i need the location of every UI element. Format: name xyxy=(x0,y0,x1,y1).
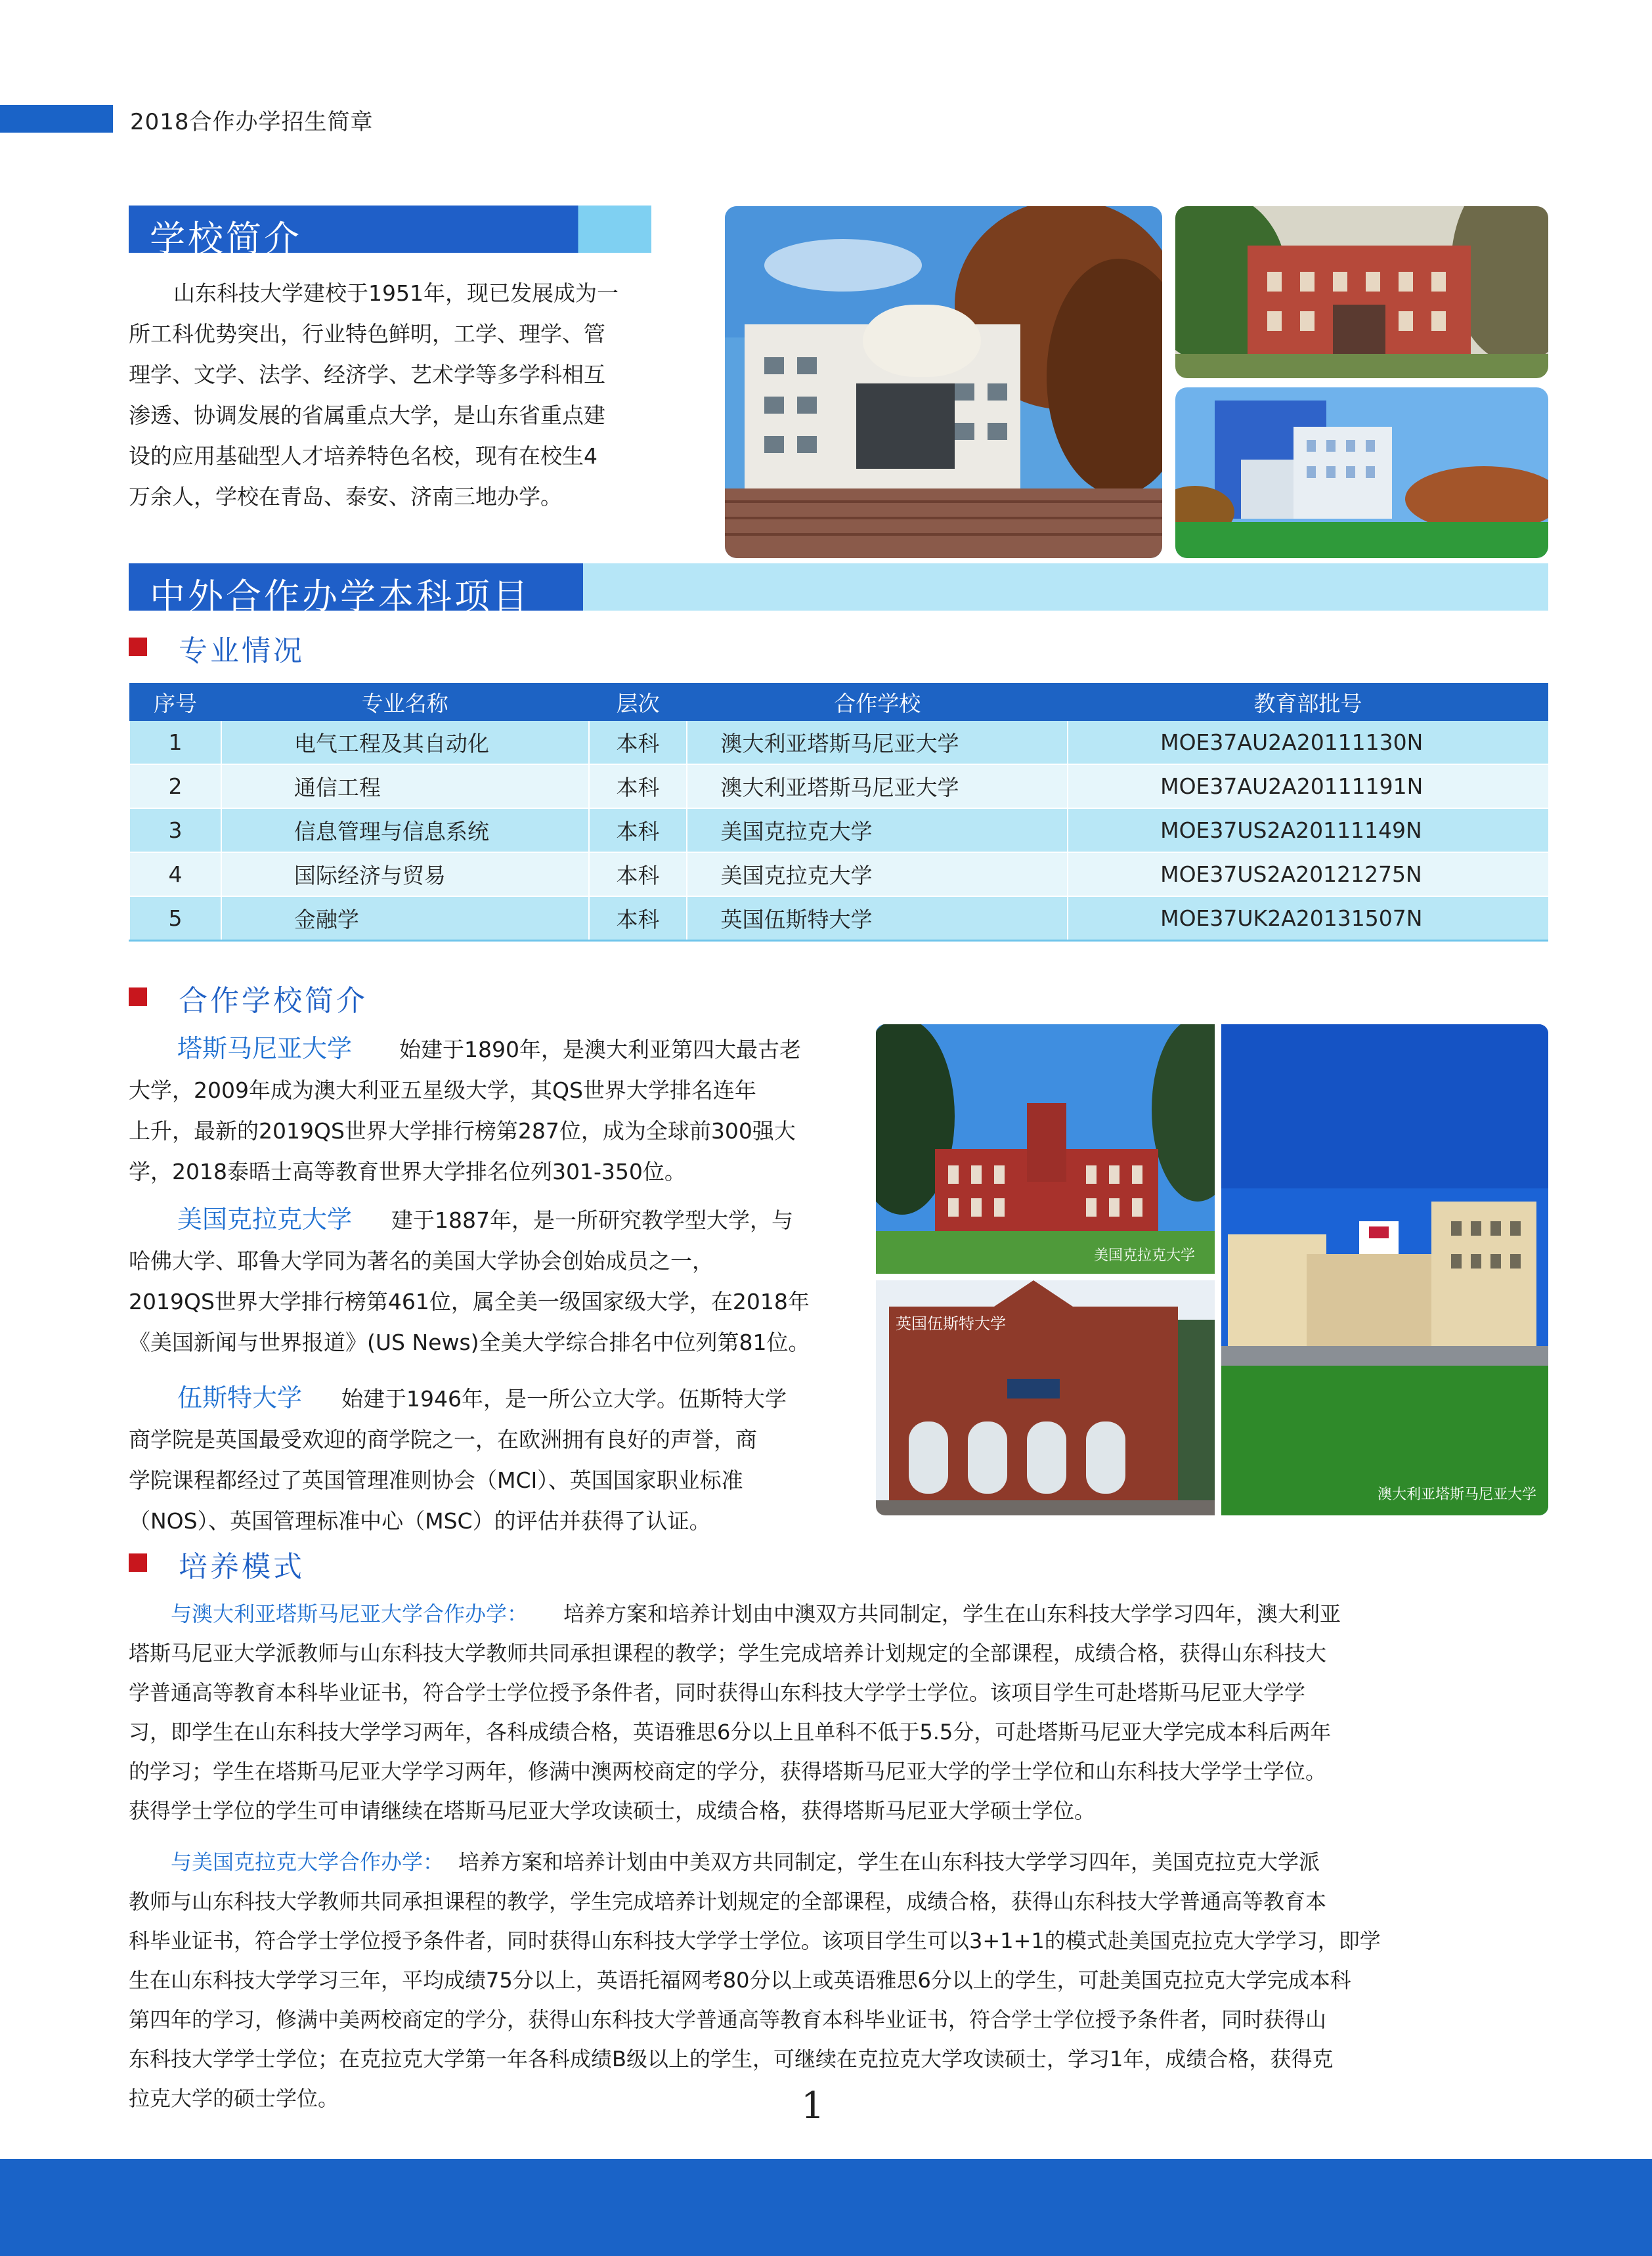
table-header: 教育部批号 xyxy=(1068,683,1548,721)
table-cell: 5 xyxy=(129,896,221,941)
training-text: 培养方案和培养计划由中澳双方共同制定，学生在山东科技大学学习四年，澳大利亚 xyxy=(563,1601,1341,1626)
intro-line: 理学、文学、法学、经济学、艺术学等多学科相互 xyxy=(129,362,605,387)
training-line: 拉克大学的硕士学位。 xyxy=(129,2086,339,2111)
training-line: 生在山东科技大学学习三年，平均成绩75分以上，英语托福网考80分以上或英语雅思6分以上的学生，可赴美国克拉克大学完成本科 xyxy=(129,1968,1351,1993)
campus-photo-main-building xyxy=(725,206,1162,558)
partner-photo-worcester xyxy=(876,1280,1215,1515)
partner-name: 美国克拉克大学 xyxy=(177,1205,353,1234)
table-row xyxy=(129,764,1548,808)
partner-line: 上升，最新的2019QS世界大学排行榜第287位，成为全球前300强大 xyxy=(129,1118,796,1144)
intro-paragraph xyxy=(129,273,667,517)
training-line: 学普通高等教育本科毕业证书，符合学士学位授予条件者，同时获得山东科技大学学士学位。该项目学生可赴塔斯马尼亚大学学 xyxy=(129,1680,1306,1705)
training-line: 塔斯马尼亚大学派教师与山东科技大学教师共同承担课程的教学；学生完成培养计划规定的全部课程，成绩合格，获得山东科技大 xyxy=(129,1641,1327,1666)
partner-line: 学院课程都经过了英国管理准则协会（MCI）、英国国家职业标准 xyxy=(129,1467,743,1493)
table-header-row xyxy=(129,683,1548,721)
partner-line: （NOS）、英国管理标准中心（MSC）的评估并获得了认证。 xyxy=(129,1508,711,1534)
table-cell: 1 xyxy=(129,721,221,764)
intro-line: 设的应用基础型人才培养特色名校，现有在校生4 xyxy=(129,443,598,469)
majors-heading: 专业情况 xyxy=(179,634,305,668)
table-row xyxy=(129,808,1548,852)
table-row xyxy=(129,896,1548,941)
training-text: 培养方案和培养计划由中美双方共同制定，学生在山东科技大学学习四年，美国克拉克大学派 xyxy=(458,1850,1320,1875)
header-accent-bar xyxy=(0,105,113,133)
majors-table xyxy=(129,683,1548,942)
training-aus-paragraph xyxy=(129,1594,1554,1831)
intro-line: 万余人，学校在青岛、泰安、济南三地办学。 xyxy=(129,484,562,510)
partner-photo-clark xyxy=(876,1024,1215,1274)
bullet-square-icon xyxy=(129,1553,147,1572)
partner-photo-tasmania xyxy=(1221,1024,1548,1515)
partner-tasmania-paragraph xyxy=(129,1028,858,1192)
table-cell: 信息管理与信息系统 xyxy=(221,808,589,852)
partner-worcester-paragraph xyxy=(129,1377,858,1542)
table-cell: 本科 xyxy=(589,721,687,764)
intro-line: 渗透、协调发展的省属重点大学，是山东省重点建 xyxy=(129,402,605,428)
training-lead: 与美国克拉克大学合作办学： xyxy=(171,1850,445,1875)
table-cell: 澳大利亚塔斯马尼亚大学 xyxy=(687,721,1068,764)
table-cell: 金融学 xyxy=(221,896,589,941)
partner-text: 建于1887年，是一所研究教学型大学，与 xyxy=(391,1207,793,1233)
table-cell: 电气工程及其自动化 xyxy=(221,721,589,764)
table-cell: 美国克拉克大学 xyxy=(687,808,1068,852)
training-line: 习，即学生在山东科技大学学习两年，各科成绩合格，英语雅思6分以上且单科不低于5.5分，可赴塔斯马尼亚大学完成本科后两年 xyxy=(129,1720,1332,1745)
table-cell: 本科 xyxy=(589,896,687,941)
partner-line: 商学院是英国最受欢迎的商学院之一，在欧洲拥有良好的声誉，商 xyxy=(129,1427,757,1452)
training-line: 东科技大学学士学位；在克拉克大学第一年各科成绩B级以上的学生，可继续在克拉克大学攻读硕士，学习1年，成绩合格，获得克 xyxy=(129,2047,1334,2072)
partners-heading: 合作学校简介 xyxy=(179,984,368,1018)
bullet-square-icon xyxy=(129,638,147,656)
table-row xyxy=(129,852,1548,896)
table-header: 层次 xyxy=(589,683,687,721)
table-header: 专业名称 xyxy=(221,683,589,721)
training-line: 教师与山东科技大学教师共同承担课程的教学，学生完成培养计划规定的全部课程，成绩合格，获得山东科技大学普通高等教育本 xyxy=(129,1889,1327,1914)
training-line: 科毕业证书，符合学士学位授予条件者，同时获得山东科技大学学士学位。该项目学生可以3+1+1的模式赴美国克拉克大学学习，即学 xyxy=(129,1928,1381,1953)
partner-line: 2019QS世界大学排行榜第461位，属全美一级国家级大学，在2018年 xyxy=(129,1289,810,1314)
intro-line: 所工科优势突出，行业特色鲜明，工学、理学、管 xyxy=(129,321,605,347)
intro-title: 学校简介 xyxy=(150,218,302,259)
section-banner-program xyxy=(129,563,1548,617)
section-banner-intro xyxy=(129,206,651,259)
partner-text: 始建于1890年，是澳大利亚第四大最古老 xyxy=(399,1037,801,1062)
table-cell: 本科 xyxy=(589,808,687,852)
partner-name: 塔斯马尼亚大学 xyxy=(177,1034,353,1063)
partner-line: 《美国新闻与世界报道》(US News)全美大学综合排名中位列第81位。 xyxy=(129,1330,810,1355)
partner-text: 始建于1946年，是一所公立大学。伍斯特大学 xyxy=(341,1386,787,1412)
table-cell: 4 xyxy=(129,852,221,896)
table-header: 合作学校 xyxy=(687,683,1068,721)
training-heading: 培养模式 xyxy=(179,1550,305,1584)
training-us-paragraph xyxy=(129,1842,1554,2118)
table-cell: 国际经济与贸易 xyxy=(221,852,589,896)
partner-line: 哈佛大学、耶鲁大学同为著名的美国大学协会创始成员之一， xyxy=(129,1248,714,1274)
intro-line: 山东科技大学建校于1951年，现已发展成为一 xyxy=(173,280,619,306)
program-title: 中外合作办学本科项目 xyxy=(150,576,531,617)
campus-photo-red-building xyxy=(1175,206,1548,378)
photo-caption: 澳大利亚塔斯马尼亚大学 xyxy=(1377,1486,1536,1503)
table-cell: MOE37US2A20111149N xyxy=(1068,808,1548,852)
partner-name: 伍斯特大学 xyxy=(177,1383,303,1412)
table-cell: 通信工程 xyxy=(221,764,589,808)
partner-clark-paragraph xyxy=(129,1199,858,1363)
training-line: 的学习；学生在塔斯马尼亚大学学习两年，修满中澳两校商定的学分，获得塔斯马尼亚大学的学士学位和山东科技大学学士学位。 xyxy=(129,1759,1327,1784)
partner-line: 学，2018泰晤士高等教育世界大学排名位列301-350位。 xyxy=(129,1159,686,1184)
photo-caption: 美国克拉克大学 xyxy=(1093,1247,1195,1264)
table-cell: 本科 xyxy=(589,852,687,896)
header-title: 2018合作办学招生简章 xyxy=(130,109,374,135)
table-cell: 澳大利亚塔斯马尼亚大学 xyxy=(687,764,1068,808)
table-cell: 本科 xyxy=(589,764,687,808)
table-cell: 美国克拉克大学 xyxy=(687,852,1068,896)
partner-line: 大学，2009年成为澳大利亚五星级大学，其QS世界大学排名连年 xyxy=(129,1077,756,1103)
photo-caption: 英国伍斯特大学 xyxy=(896,1314,1006,1333)
footer-bar xyxy=(0,2159,1652,2256)
table-cell: 2 xyxy=(129,764,221,808)
table-row xyxy=(129,721,1548,764)
table-cell: 3 xyxy=(129,808,221,852)
bullet-square-icon xyxy=(129,987,147,1006)
training-line: 获得学士学位的学生可申请继续在塔斯马尼亚大学攻读硕士，成绩合格，获得塔斯马尼亚大学硕士学位。 xyxy=(129,1798,1096,1823)
page-number: 1 xyxy=(801,2085,825,2127)
training-line: 第四年的学习，修满中美两校商定的学分，获得山东科技大学普通高等教育本科毕业证书，符合学士学位授予条件者，同时获得山 xyxy=(129,2007,1327,2032)
table-cell: MOE37UK2A20131507N xyxy=(1068,896,1548,941)
campus-photo-sports-field xyxy=(1175,387,1548,558)
table-cell: 英国伍斯特大学 xyxy=(687,896,1068,941)
training-lead: 与澳大利亚塔斯马尼亚大学合作办学： xyxy=(171,1601,529,1626)
table-cell: MOE37AU2A20111191N xyxy=(1068,764,1548,808)
table-cell: MOE37AU2A20111130N xyxy=(1068,721,1548,764)
table-cell: MOE37US2A20121275N xyxy=(1068,852,1548,896)
table-header: 序号 xyxy=(129,683,221,721)
